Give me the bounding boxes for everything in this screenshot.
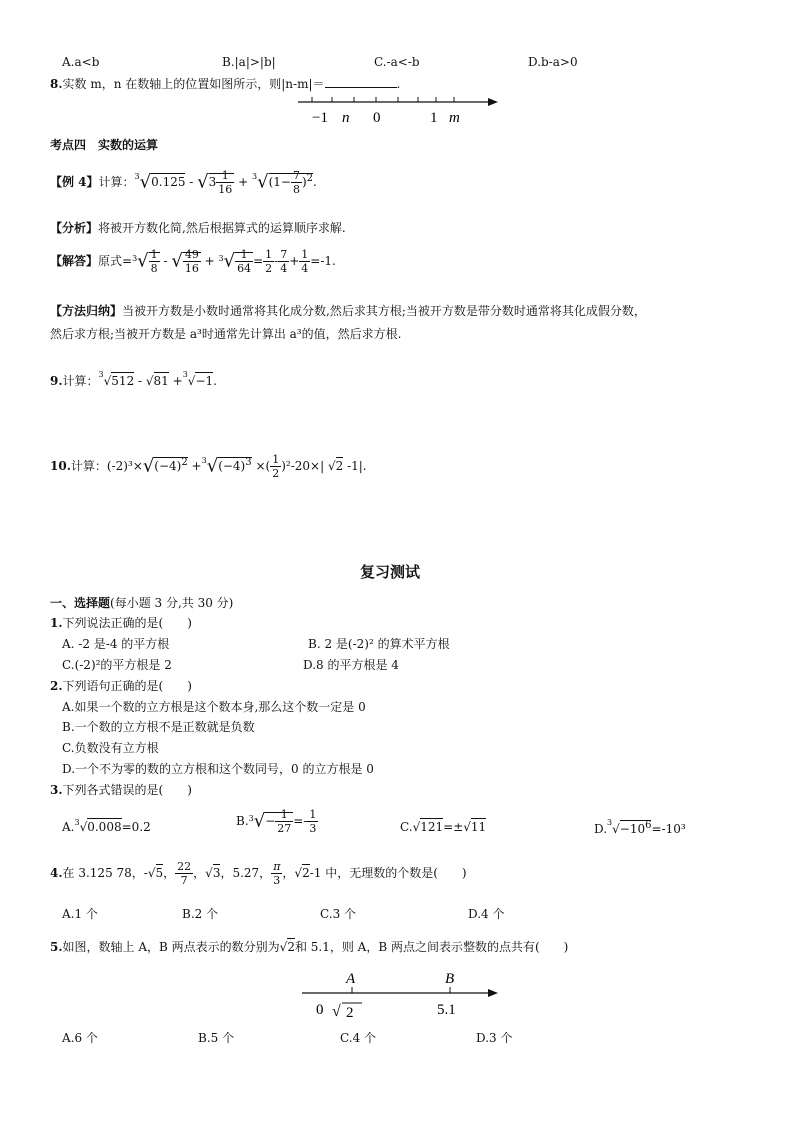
- q2-option-d[interactable]: D.一个不为零的数的立方根和这个数同号，0 的立方根是 0: [62, 762, 374, 776]
- method-line-2: 然后求方根;当被开方数是 a³时通常先计算出 a³的值，然后求方根.: [50, 327, 402, 341]
- answer-tag: 【解答】: [50, 254, 99, 268]
- question-2: [50, 677, 192, 694]
- end-dot: .: [313, 175, 317, 189]
- question-number: 10.: [50, 459, 71, 473]
- question-stem: 下列语句正确的是( ): [62, 679, 192, 693]
- tail-a: )²-20×|: [281, 459, 325, 473]
- q1-option-c[interactable]: C.(-2)²的平方根是 2: [62, 658, 172, 672]
- q3-option-b[interactable]: B.$^3$√− $\frac{1}{27}$ =- $\frac{1}{3}$: [236, 808, 317, 835]
- question-number: 1.: [50, 616, 63, 630]
- question-3: [50, 781, 192, 798]
- question-prefix: 计算：(-2)³×: [70, 459, 143, 473]
- opt-letter: A.: [62, 820, 75, 834]
- radicand: −10: [619, 822, 646, 836]
- question-stem: 下列说法正确的是( ): [62, 616, 192, 630]
- review-title: 复习测试: [360, 563, 421, 581]
- option-c: C.-a<-b: [374, 55, 420, 69]
- label-m: m: [449, 110, 460, 126]
- analysis: [50, 219, 346, 236]
- label-0: 0: [316, 1002, 324, 1018]
- method-tag: 【方法归纳】: [50, 304, 123, 318]
- label-sqrt2: 2: [346, 1005, 354, 1021]
- frac-den: 8: [292, 183, 300, 196]
- example-4: 【例 4】计算：$^3$√0.125 - √3 $\frac{1}{16}$ + $^3$√(1− $\frac{7}{8}$ )$^2$.: [50, 169, 317, 196]
- question-5: 5.如图，数轴上 A，B 两点表示的数分别为√2和 5.1，则 A，B 两点之间表示整数的点共有( ): [50, 940, 569, 954]
- sqrt-2: 2: [335, 459, 344, 473]
- frac-num: 1: [275, 808, 293, 822]
- radicand-a: 512: [111, 374, 135, 388]
- frac-den: 7: [180, 874, 188, 887]
- r3-den: 4: [301, 262, 309, 275]
- part-note: (每小题 3 分,共 30 分): [110, 596, 234, 610]
- radicand-1: (−4): [154, 459, 182, 473]
- r2-num: 7: [280, 248, 288, 261]
- q4-option-c[interactable]: C.3 个: [320, 907, 357, 921]
- method-line-1: [50, 302, 646, 319]
- q3-option-d[interactable]: $D.^3√-10^6=-10^3$: [594, 818, 686, 836]
- question-text: 实数 m，n 在数轴上的位置如图所示，则|n-m|＝: [62, 77, 325, 91]
- q1-option-b[interactable]: B. 2 是(-2)² 的算术平方根: [308, 637, 450, 651]
- number-line-ab: [300, 966, 510, 1022]
- question-8: [50, 75, 400, 92]
- text-a: 在 3.125 78，-: [62, 866, 148, 880]
- frac-num: 1: [272, 453, 280, 466]
- method-text-1: 当被开方数是小数时通常将其化成分数,然后求其方根;当被开方数是带分数时通常将其化成假分数，: [122, 304, 646, 318]
- pi-num: π: [273, 860, 281, 873]
- q3-option-c[interactable]: C.√121=±√11: [400, 820, 487, 834]
- text-b: -1 中，无理数的个数是( ): [309, 866, 467, 880]
- plus-minus: =±: [443, 820, 464, 834]
- val-den: 3: [309, 822, 317, 835]
- mixed-int: 3: [208, 175, 217, 189]
- option-b: B.|a|>|b|: [222, 55, 276, 69]
- q2-option-b[interactable]: B.一个数的立方根不是正数就是负数: [62, 720, 255, 734]
- exponent: 6: [645, 820, 652, 831]
- r2-den: 4: [280, 262, 288, 275]
- axis-arrow: [488, 98, 498, 106]
- r1-num: 1: [265, 248, 273, 261]
- q5-option-d[interactable]: D.3 个: [476, 1031, 513, 1045]
- f1-num: 1: [150, 248, 158, 261]
- frac-den: 27: [277, 822, 292, 835]
- label-5-1: 5.1: [437, 1002, 456, 1018]
- label-a: A: [346, 971, 356, 987]
- q5-option-a[interactable]: A.6 个: [62, 1031, 98, 1045]
- paren-pre: 1−: [273, 175, 291, 189]
- r1-den: 2: [265, 262, 273, 275]
- label-b: B: [445, 971, 455, 987]
- question-tail: .: [396, 77, 401, 91]
- question-number: 9.: [50, 374, 63, 388]
- radicand: 121: [420, 820, 444, 834]
- axis-arrow: [488, 989, 498, 997]
- f3-den: 64: [237, 262, 252, 275]
- option-a: A.a<b: [62, 55, 100, 69]
- radicand-c: −1: [195, 374, 214, 388]
- f1-den: 8: [150, 262, 158, 275]
- sqrt-sign: √: [332, 1003, 341, 1020]
- sqrt-2: 2: [287, 940, 295, 954]
- f2-num: 49: [184, 248, 199, 261]
- mid-text: ×(: [255, 459, 271, 473]
- answer-result: =-1.: [310, 254, 336, 268]
- q1-option-d[interactable]: D.8 的平方根是 4: [303, 658, 399, 672]
- value: =0.2: [121, 820, 151, 834]
- q2-option-a[interactable]: A.如果一个数的立方根是这个数本身,那么这个数一定是 0: [62, 700, 366, 714]
- q4-option-b[interactable]: B.2 个: [182, 907, 219, 921]
- opt-letter: D.: [594, 822, 608, 836]
- q4-option-a[interactable]: A.1 个: [62, 907, 98, 921]
- q1-option-a[interactable]: A. -2 是-4 的平方根: [62, 637, 170, 651]
- answer: 【解答】原式=$^3$√ $\frac{1}{8}$ - √ $\frac{49}{16}$ + $^3$√ $\frac{1}{64}$ = $\frac{1}{2}$ - $\frac{7}{4}$ + $\frac{1}{4}$ =-1.: [50, 248, 336, 275]
- option-d: D.b-a>0: [528, 55, 578, 69]
- radicand-2: 11: [470, 820, 487, 834]
- q3-option-a[interactable]: A.$^3$√0.008=0.2: [62, 818, 151, 834]
- example-tag: 【例 4】: [50, 175, 99, 189]
- label-1: 1: [430, 110, 438, 126]
- answer-blank[interactable]: [325, 77, 397, 88]
- mixed-den: 16: [218, 183, 233, 196]
- q5-option-c[interactable]: C.4 个: [340, 1031, 377, 1045]
- equals: =-: [293, 814, 308, 828]
- exponent: 2: [306, 173, 314, 184]
- text-b: 和 5.1，则 A，B 两点之间表示整数的点共有( ): [294, 940, 569, 954]
- question-stem: 下列各式错误的是( ): [62, 783, 192, 797]
- mixed-num: 1: [216, 169, 234, 183]
- question-9: 9.计算：$^3$√512 - √81 +$^3$√−1.: [50, 370, 217, 388]
- f3-num: 1: [235, 248, 253, 262]
- sqrt-2: 2: [302, 866, 310, 880]
- number-line-mn: [298, 94, 508, 126]
- question-number: 2.: [50, 679, 63, 693]
- radicand-2: (−4): [218, 459, 246, 473]
- frac-num: 7: [292, 169, 300, 182]
- opt-letter: C.: [400, 820, 413, 834]
- text-a: 如图，数轴上 A，B 两点表示的数分别为: [62, 940, 280, 954]
- exp-2: 3: [245, 457, 252, 468]
- example-prefix: 计算：: [98, 175, 135, 189]
- label-n: n: [342, 110, 350, 126]
- exp-1: 2: [181, 457, 188, 468]
- frac-den: 2: [272, 467, 280, 480]
- radicand-b: 81: [153, 374, 169, 388]
- question-10: 10.计算：$(-2)^3\times√(-4)^2 +^3√(-4)^3$ ×( $\frac{1}{2}$ )²-20×| √2 -1|.: [50, 453, 367, 480]
- question-4: 4.在 3.125 78，-√5， $\frac{22}{7}$ ，√3，5.27， $\frac{\pi}{3}$ ，√2-1 中，无理数的个数是( ): [50, 860, 467, 887]
- analysis-text: 将被开方数化简,然后根据算式的运算顺序求解.: [98, 221, 346, 235]
- part-1-heading: [50, 594, 233, 611]
- radicand: 0.008: [87, 820, 122, 834]
- question-number: 4.: [50, 866, 63, 880]
- question-number: 5.: [50, 940, 63, 954]
- end-dot: .: [213, 374, 217, 388]
- pi-den: 3: [273, 874, 281, 887]
- answer-prefix: 原式=: [98, 254, 133, 268]
- label-0: 0: [373, 110, 381, 126]
- label-minus1: −1: [312, 110, 328, 126]
- section-title: 考点四 实数的运算: [50, 138, 159, 152]
- question-1: [50, 614, 192, 631]
- r3-num: 1: [301, 248, 309, 261]
- tail-c: -1|.: [347, 459, 367, 473]
- part-title: 一、选择题: [50, 596, 111, 610]
- sqrt-3: 3: [212, 866, 221, 880]
- sqrt-5: 5: [155, 866, 164, 880]
- f2-den: 16: [184, 262, 199, 275]
- question-number: 8.: [50, 77, 63, 91]
- opt-letter: B.: [236, 814, 249, 828]
- q4-option-d[interactable]: D.4 个: [468, 907, 505, 921]
- mid-text: ，5.27，: [220, 866, 272, 880]
- radicand-1: 0.125: [151, 175, 186, 189]
- q2-option-c[interactable]: C.负数没有立方根: [62, 741, 159, 755]
- question-prefix: 计算：: [62, 374, 99, 388]
- value: =-10³: [651, 822, 686, 836]
- q5-option-b[interactable]: B.5 个: [198, 1031, 235, 1045]
- val-num: 1: [309, 808, 317, 821]
- question-number: 3.: [50, 783, 63, 797]
- frac-num: 22: [177, 860, 192, 873]
- analysis-tag: 【分析】: [50, 221, 99, 235]
